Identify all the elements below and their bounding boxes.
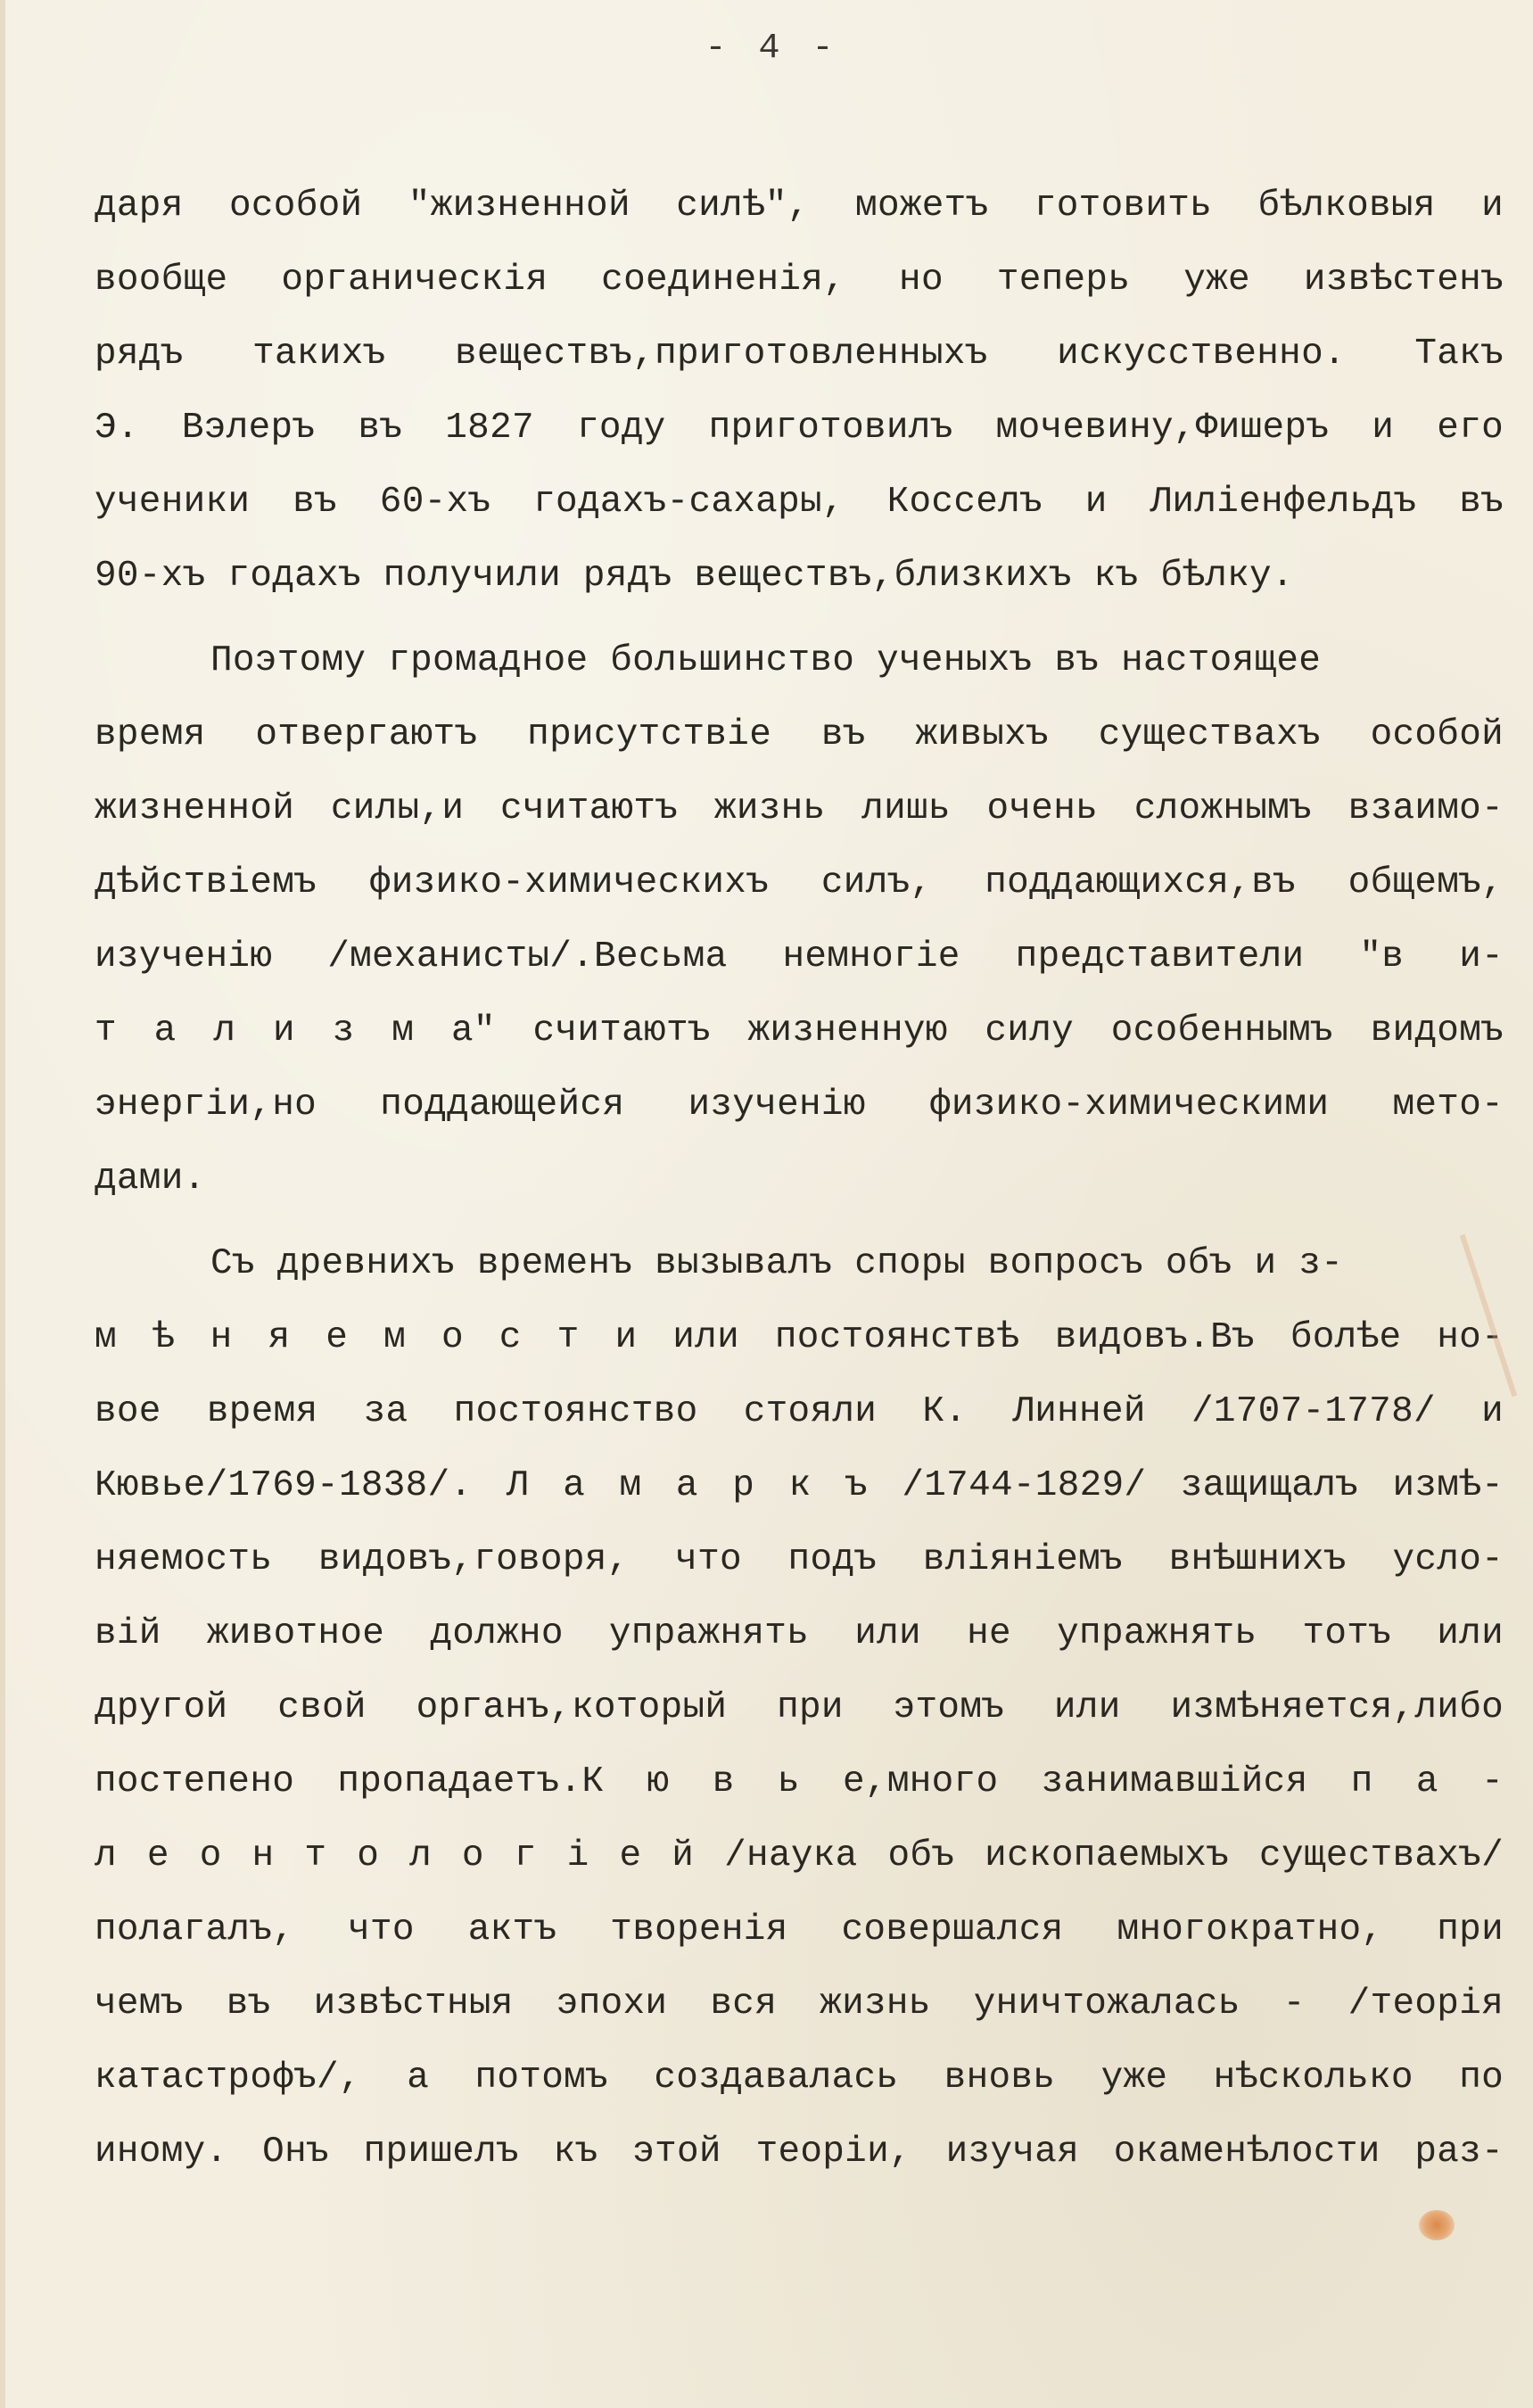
text-line: т а л и з м а" считаютъ жизненную силу особеннымъ видомъ bbox=[95, 1010, 1504, 1051]
text-line: другой свой органъ,который при этомъ или измѣняется,либо bbox=[95, 1687, 1504, 1728]
text-line: постепено пропадаетъ.К ю в ь е,много занимавшiйся п а - bbox=[95, 1761, 1504, 1802]
text-line: м ѣ н я е м о с т и или постоянствѣ видовъ.Въ болѣе но- bbox=[95, 1317, 1504, 1358]
text-line: рядъ такихъ веществъ,приготовленныхъ искусственно. Такъ bbox=[95, 334, 1504, 375]
text-line: энергiи,но поддающейся изученiю физико-химическими мето- bbox=[95, 1084, 1504, 1126]
text-line: Съ древнихъ временъ вызывалъ споры вопросъ объ и з- bbox=[210, 1243, 1344, 1284]
text-line: 90-хъ годахъ получили рядъ веществъ,близкихъ къ бѣлку. bbox=[95, 556, 1294, 597]
text-line: дами. bbox=[95, 1159, 206, 1200]
page-number: - 4 - bbox=[705, 29, 839, 69]
text-line: вое время за постоянство стояли К. Линней /1707-1778/ и bbox=[95, 1391, 1504, 1432]
text-line: даря особой "жизненной силѣ", можетъ готовить бѣлковыя и bbox=[95, 186, 1504, 227]
text-line: вообще органическія соединенія, но теперь уже извѣстенъ bbox=[95, 260, 1504, 301]
text-line: изученiю /механисты/.Весьма немногiе представители "в и- bbox=[95, 936, 1504, 977]
text-line: чемъ въ извѣстныя эпохи вся жизнь уничтожалась - /теорія bbox=[95, 1983, 1504, 2025]
body-text bbox=[95, 169, 1504, 2189]
text-line: л е о н т о л о г i е й /наука объ ископаемыхъ существахъ/ bbox=[95, 1835, 1504, 1876]
text-line: время отвергаютъ присутствiе въ живыхъ существахъ особой bbox=[95, 714, 1504, 755]
text-line: ученики въ 60-хъ годахъ-сахары, Косселъ и Лилiенфельдъ въ bbox=[95, 482, 1504, 523]
text-line: вiй животное должно упражнять или не упражнять тотъ или bbox=[95, 1613, 1504, 1654]
text-line: няемость видовъ,говоря, что подъ влiянiемъ внѣшнихъ усло- bbox=[95, 1539, 1504, 1580]
text-line: Поэтому громадное большинство ученыхъ въ настоящее bbox=[210, 640, 1322, 681]
text-line: катастрофъ/, а потомъ создавалась вновь уже нѣсколько по bbox=[95, 2058, 1504, 2099]
text-line: полагалъ, что актъ творенія совершался многократно, при bbox=[95, 1909, 1504, 1950]
text-line: Э. Вэлеръ въ 1827 году приготовилъ мочевину,Фишеръ и его bbox=[95, 408, 1504, 449]
paper-stain bbox=[1419, 2210, 1455, 2240]
text-line: дѣйствiемъ физико-химическихъ силъ, поддающихся,въ общемъ, bbox=[95, 862, 1504, 903]
text-line: Кювье/1769-1838/. Л а м а р к ъ /1744-1829/ защищалъ измѣ- bbox=[95, 1465, 1504, 1506]
text-line: жизненной силы,и считаютъ жизнь лишь очень сложнымъ взаимо- bbox=[95, 788, 1504, 829]
text-line: иному. Онъ пришелъ къ этой теорiи, изучая окаменѣлости раз- bbox=[95, 2132, 1504, 2173]
